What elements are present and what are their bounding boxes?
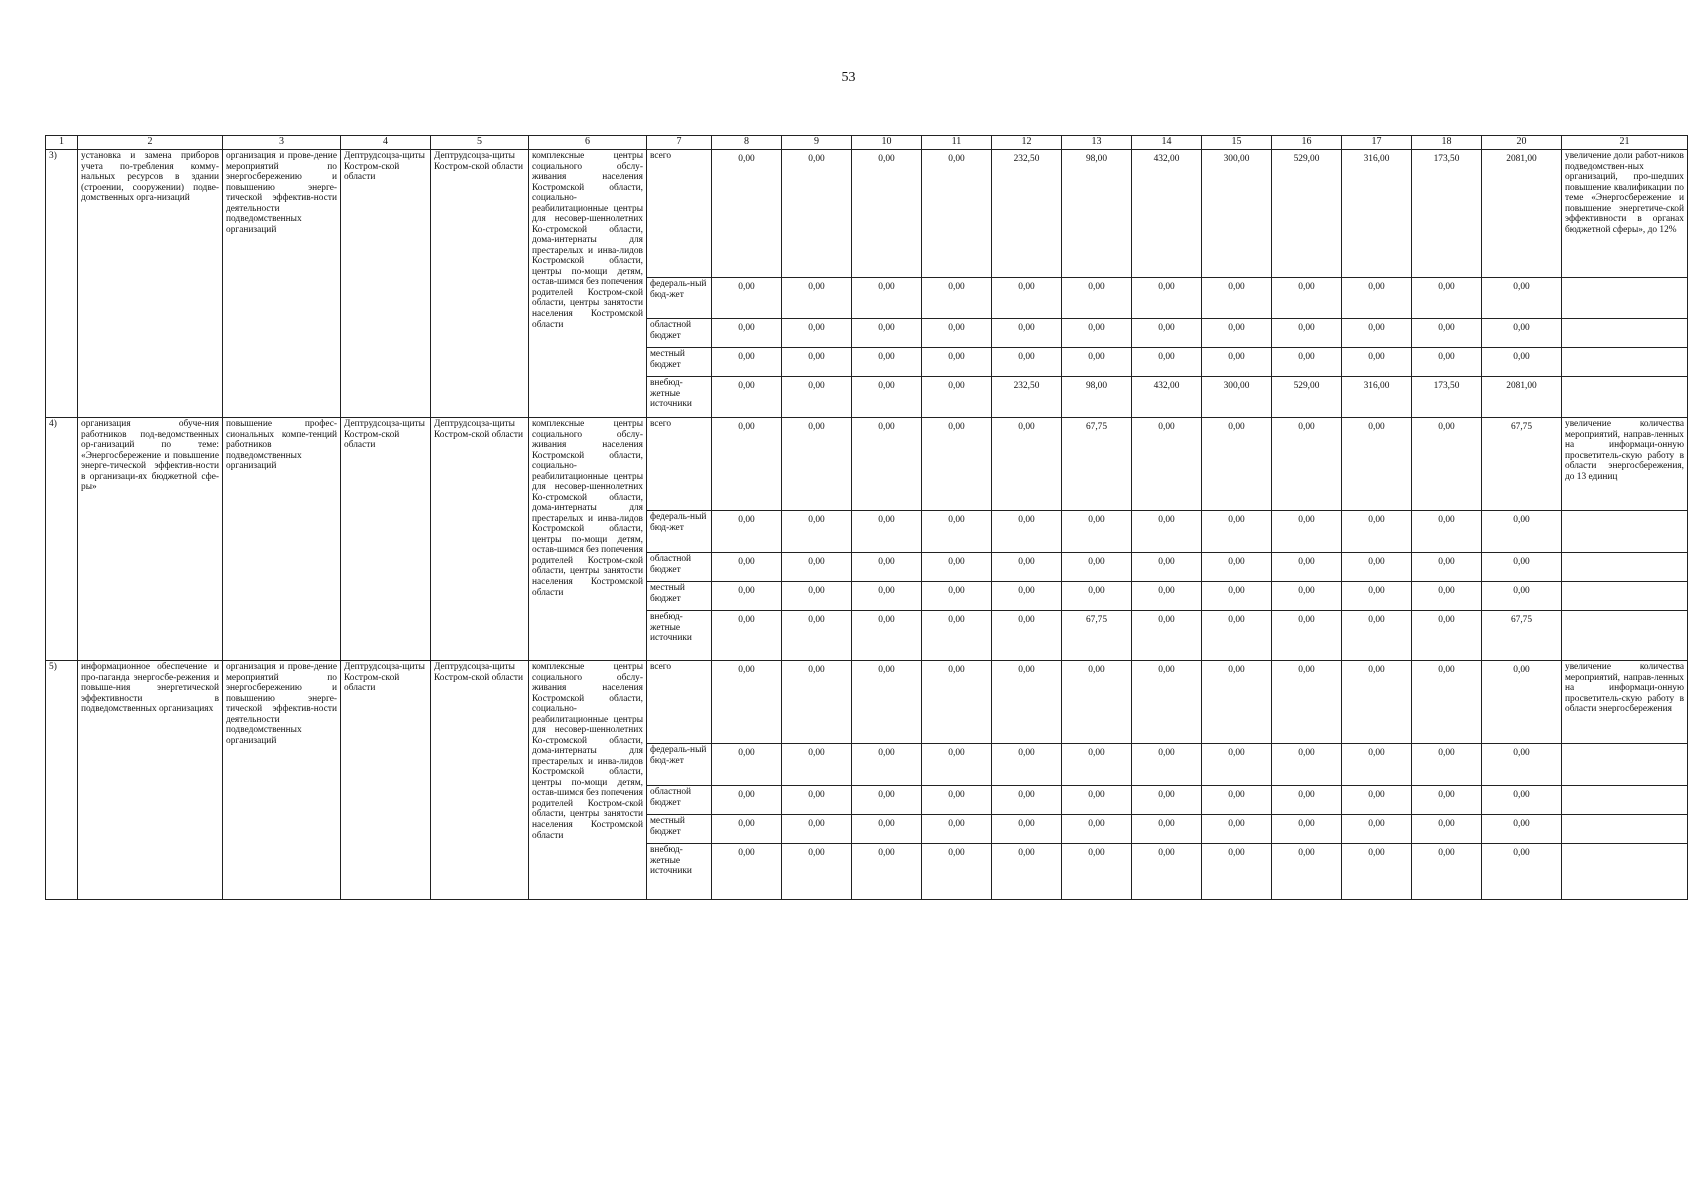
value-cell: 0,00 bbox=[852, 744, 922, 786]
funding-source-cell: местный бюджет bbox=[647, 582, 712, 611]
column-number: 15 bbox=[1202, 136, 1272, 150]
column-number: 5 bbox=[431, 136, 529, 150]
value-cell: 0,00 bbox=[782, 319, 852, 348]
value-cell: 0,00 bbox=[1062, 815, 1132, 844]
value-cell: 67,75 bbox=[1062, 418, 1132, 511]
value-cell: 0,00 bbox=[992, 278, 1062, 319]
funding-source-cell: местный бюджет bbox=[647, 815, 712, 844]
value-cell: 0,00 bbox=[1412, 786, 1482, 815]
value-cell: 0,00 bbox=[922, 582, 992, 611]
value-cell: 0,00 bbox=[1482, 786, 1562, 815]
funding-source-cell: всего bbox=[647, 150, 712, 278]
value-cell: 0,00 bbox=[782, 582, 852, 611]
result-cell-empty bbox=[1562, 319, 1688, 348]
value-cell: 0,00 bbox=[1342, 611, 1412, 661]
value-cell: 0,00 bbox=[1482, 582, 1562, 611]
event-cell: повышение профес-сиональных компе-тенций работников подведомственных организаций bbox=[223, 418, 341, 661]
value-cell: 0,00 bbox=[1062, 511, 1132, 553]
value-cell: 432,00 bbox=[1132, 150, 1202, 278]
value-cell: 0,00 bbox=[1412, 844, 1482, 900]
value-cell: 0,00 bbox=[1272, 844, 1342, 900]
value-cell: 0,00 bbox=[1132, 278, 1202, 319]
value-cell: 0,00 bbox=[1132, 815, 1202, 844]
value-cell: 0,00 bbox=[712, 319, 782, 348]
value-cell: 0,00 bbox=[712, 611, 782, 661]
executor-cell: Дептрудсоцза-щиты Костром-ской области bbox=[341, 150, 431, 418]
value-cell: 0,00 bbox=[1202, 786, 1272, 815]
value-cell: 0,00 bbox=[712, 661, 782, 744]
value-cell: 0,00 bbox=[852, 150, 922, 278]
value-cell: 0,00 bbox=[1132, 844, 1202, 900]
value-cell: 0,00 bbox=[1202, 348, 1272, 377]
value-cell: 0,00 bbox=[1412, 661, 1482, 744]
value-cell: 0,00 bbox=[1342, 661, 1412, 744]
funding-source-cell: областной бюджет bbox=[647, 553, 712, 582]
column-number: 11 bbox=[922, 136, 992, 150]
value-cell: 0,00 bbox=[922, 348, 992, 377]
value-cell: 0,00 bbox=[1342, 553, 1412, 582]
value-cell: 98,00 bbox=[1062, 150, 1132, 278]
value-cell: 0,00 bbox=[852, 661, 922, 744]
value-cell: 0,00 bbox=[1202, 582, 1272, 611]
table-row bbox=[46, 418, 1688, 511]
value-cell: 0,00 bbox=[852, 377, 922, 418]
value-cell: 0,00 bbox=[1412, 815, 1482, 844]
result-cell-empty bbox=[1562, 815, 1688, 844]
value-cell: 0,00 bbox=[852, 553, 922, 582]
result-cell: увеличение доли работ-ников подведомствен-ных организаций, про-шедших повышение квалификации по теме «Энергосбережение и повышение энергетиче-ской эффективности в органах бюджетной сферы», до 12% bbox=[1562, 150, 1688, 278]
value-cell: 0,00 bbox=[922, 377, 992, 418]
value-cell: 0,00 bbox=[992, 511, 1062, 553]
value-cell: 0,00 bbox=[992, 582, 1062, 611]
value-cell: 0,00 bbox=[712, 553, 782, 582]
column-number: 7 bbox=[647, 136, 712, 150]
value-cell: 0,00 bbox=[782, 661, 852, 744]
value-cell: 0,00 bbox=[1202, 661, 1272, 744]
value-cell: 0,00 bbox=[852, 582, 922, 611]
value-cell: 0,00 bbox=[852, 786, 922, 815]
value-cell: 0,00 bbox=[992, 661, 1062, 744]
value-cell: 0,00 bbox=[782, 844, 852, 900]
value-cell: 173,50 bbox=[1412, 150, 1482, 278]
funding-source-cell: всего bbox=[647, 661, 712, 744]
funding-source-cell: федераль-ный бюд-жет bbox=[647, 744, 712, 786]
value-cell: 0,00 bbox=[1062, 582, 1132, 611]
value-cell: 0,00 bbox=[782, 150, 852, 278]
value-cell: 0,00 bbox=[922, 150, 992, 278]
institutions-cell: комплексные центры социального обслу-живания населения Костромской области, социально-реабилитационные центры для несовер-шеннолетних Ко-стромской области, дома-интернаты для престарелых и инва-лидов Костромской области, центры по-мощи детям, остав-шимся без попечения родителей Костром-ской области, центры занятости населения Костромской области bbox=[529, 418, 647, 661]
value-cell: 0,00 bbox=[1482, 319, 1562, 348]
result-cell-empty bbox=[1562, 278, 1688, 319]
column-number: 20 bbox=[1482, 136, 1562, 150]
value-cell: 0,00 bbox=[852, 278, 922, 319]
value-cell: 0,00 bbox=[1342, 278, 1412, 319]
column-number: 14 bbox=[1132, 136, 1202, 150]
value-cell: 0,00 bbox=[1412, 582, 1482, 611]
funding-source-cell: внебюд-жетные источники bbox=[647, 844, 712, 900]
measure-cell: установка и замена приборов учета по-требления комму-нальных ресурсов в здании (строении, сооружении) подве-домственных орга-низаций bbox=[78, 150, 223, 418]
column-number: 9 bbox=[782, 136, 852, 150]
value-cell: 0,00 bbox=[852, 348, 922, 377]
value-cell: 67,75 bbox=[1482, 611, 1562, 661]
institutions-cell: комплексные центры социального обслу-живания населения Костромской области, социально-реабилитационные центры для несовер-шеннолетних Ко-стромской области, дома-интернаты для престарелых и инва-лидов Костромской области, центры по-мощи детям, остав-шимся без попечения родителей Костром-ской области, центры занятости населения Костромской области bbox=[529, 150, 647, 418]
value-cell: 2081,00 bbox=[1482, 377, 1562, 418]
value-cell: 0,00 bbox=[712, 511, 782, 553]
value-cell: 0,00 bbox=[922, 844, 992, 900]
result-cell: увеличение количества мероприятий, направ-ленных на информаци-онную просветитель-скую работу в области энергосбережения, до 13 единиц bbox=[1562, 418, 1688, 511]
funding-source-cell: федераль-ный бюд-жет bbox=[647, 278, 712, 319]
value-cell: 0,00 bbox=[1062, 553, 1132, 582]
column-number: 17 bbox=[1342, 136, 1412, 150]
value-cell: 0,00 bbox=[1272, 582, 1342, 611]
value-cell: 0,00 bbox=[1412, 744, 1482, 786]
value-cell: 0,00 bbox=[992, 319, 1062, 348]
value-cell: 0,00 bbox=[992, 815, 1062, 844]
column-number: 10 bbox=[852, 136, 922, 150]
value-cell: 0,00 bbox=[1412, 553, 1482, 582]
funding-source-cell: федераль-ный бюд-жет bbox=[647, 511, 712, 553]
value-cell: 0,00 bbox=[1412, 348, 1482, 377]
value-cell: 0,00 bbox=[1202, 815, 1272, 844]
column-number: 16 bbox=[1272, 136, 1342, 150]
result-cell-empty bbox=[1562, 582, 1688, 611]
value-cell: 0,00 bbox=[1202, 744, 1272, 786]
value-cell: 0,00 bbox=[1342, 786, 1412, 815]
value-cell: 173,50 bbox=[1412, 377, 1482, 418]
value-cell: 0,00 bbox=[1202, 553, 1272, 582]
column-number: 12 bbox=[992, 136, 1062, 150]
value-cell: 529,00 bbox=[1272, 150, 1342, 278]
value-cell: 0,00 bbox=[1272, 348, 1342, 377]
value-cell: 300,00 bbox=[1202, 150, 1272, 278]
value-cell: 0,00 bbox=[1062, 744, 1132, 786]
result-cell-empty bbox=[1562, 348, 1688, 377]
table-row bbox=[46, 661, 1688, 744]
value-cell: 2081,00 bbox=[1482, 150, 1562, 278]
value-cell: 0,00 bbox=[1342, 418, 1412, 511]
value-cell: 0,00 bbox=[992, 786, 1062, 815]
value-cell: 67,75 bbox=[1062, 611, 1132, 661]
value-cell: 0,00 bbox=[1132, 582, 1202, 611]
value-cell: 0,00 bbox=[992, 348, 1062, 377]
funding-source-cell: всего bbox=[647, 418, 712, 511]
value-cell: 316,00 bbox=[1342, 150, 1412, 278]
funding-source-cell: внебюд-жетные источники bbox=[647, 377, 712, 418]
value-cell: 0,00 bbox=[1202, 511, 1272, 553]
value-cell: 0,00 bbox=[1412, 511, 1482, 553]
value-cell: 316,00 bbox=[1342, 377, 1412, 418]
value-cell: 0,00 bbox=[922, 511, 992, 553]
recipient-cell: Дептрудсоцза-щиты Костром-ской области bbox=[431, 661, 529, 900]
event-cell: организация и прове-дение мероприятий по энергосбережению и повышению энерге-тической эффектив-ности деятельности подведомственных организаций bbox=[223, 150, 341, 418]
result-cell-empty bbox=[1562, 844, 1688, 900]
value-cell: 0,00 bbox=[712, 844, 782, 900]
value-cell: 0,00 bbox=[1272, 278, 1342, 319]
event-cell: организация и прове-дение мероприятий по энергосбережению и повышению энерге-тической эффектив-ности деятельности подведомственных организаций bbox=[223, 661, 341, 900]
table-body bbox=[46, 150, 1688, 900]
value-cell: 0,00 bbox=[782, 786, 852, 815]
value-cell: 0,00 bbox=[1482, 661, 1562, 744]
value-cell: 0,00 bbox=[1132, 348, 1202, 377]
value-cell: 0,00 bbox=[922, 611, 992, 661]
value-cell: 0,00 bbox=[1342, 511, 1412, 553]
value-cell: 0,00 bbox=[1412, 418, 1482, 511]
result-cell-empty bbox=[1562, 611, 1688, 661]
value-cell: 98,00 bbox=[1062, 377, 1132, 418]
value-cell: 0,00 bbox=[782, 377, 852, 418]
value-cell: 0,00 bbox=[1132, 553, 1202, 582]
recipient-cell: Дептрудсоцза-щиты Костром-ской области bbox=[431, 150, 529, 418]
result-cell-empty bbox=[1562, 744, 1688, 786]
value-cell: 0,00 bbox=[922, 553, 992, 582]
value-cell: 0,00 bbox=[1202, 418, 1272, 511]
value-cell: 0,00 bbox=[782, 348, 852, 377]
value-cell: 0,00 bbox=[1062, 348, 1132, 377]
value-cell: 0,00 bbox=[782, 611, 852, 661]
value-cell: 0,00 bbox=[1272, 553, 1342, 582]
value-cell: 0,00 bbox=[782, 815, 852, 844]
column-number: 3 bbox=[223, 136, 341, 150]
executor-cell: Дептрудсоцза-щиты Костром-ской области bbox=[341, 661, 431, 900]
column-number: 6 bbox=[529, 136, 647, 150]
value-cell: 529,00 bbox=[1272, 377, 1342, 418]
value-cell: 0,00 bbox=[1132, 418, 1202, 511]
value-cell: 0,00 bbox=[1342, 348, 1412, 377]
value-cell: 0,00 bbox=[992, 418, 1062, 511]
value-cell: 0,00 bbox=[852, 815, 922, 844]
value-cell: 0,00 bbox=[782, 553, 852, 582]
value-cell: 0,00 bbox=[1062, 278, 1132, 319]
row-number: 4) bbox=[46, 418, 78, 661]
value-cell: 0,00 bbox=[1482, 844, 1562, 900]
value-cell: 0,00 bbox=[712, 348, 782, 377]
result-cell-empty bbox=[1562, 377, 1688, 418]
value-cell: 0,00 bbox=[1202, 611, 1272, 661]
recipient-cell: Дептрудсоцза-щиты Костром-ской области bbox=[431, 418, 529, 661]
executor-cell: Дептрудсоцза-щиты Костром-ской области bbox=[341, 418, 431, 661]
value-cell: 0,00 bbox=[782, 278, 852, 319]
value-cell: 0,00 bbox=[1132, 511, 1202, 553]
program-table bbox=[45, 135, 1688, 900]
value-cell: 0,00 bbox=[1482, 348, 1562, 377]
column-number: 4 bbox=[341, 136, 431, 150]
column-number-row bbox=[46, 136, 1688, 150]
value-cell: 0,00 bbox=[782, 511, 852, 553]
value-cell: 0,00 bbox=[1272, 744, 1342, 786]
institutions-cell: комплексные центры социального обслу-живания населения Костромской области, социально-реабилитационные центры для несовер-шеннолетних Ко-стромской области, дома-интернаты для престарелых и инва-лидов Костромской области, центры по-мощи детям, остав-шимся без попечения родителей Костром-ской области, центры занятости населения Костромской области bbox=[529, 661, 647, 900]
value-cell: 0,00 bbox=[1272, 815, 1342, 844]
column-number: 8 bbox=[712, 136, 782, 150]
funding-source-cell: местный бюджет bbox=[647, 348, 712, 377]
value-cell: 432,00 bbox=[1132, 377, 1202, 418]
funding-source-cell: внебюд-жетные источники bbox=[647, 611, 712, 661]
value-cell: 0,00 bbox=[1062, 786, 1132, 815]
value-cell: 0,00 bbox=[1342, 744, 1412, 786]
value-cell: 0,00 bbox=[1132, 611, 1202, 661]
value-cell: 0,00 bbox=[1272, 511, 1342, 553]
value-cell: 0,00 bbox=[852, 844, 922, 900]
value-cell: 0,00 bbox=[712, 418, 782, 511]
measure-cell: организация обуче-ния работников под-ведомственных ор-ганизаций по теме: «Энергосбережение и повышение энерге-тической эффектив-ности в организаци-ях бюджетной сфе-ры» bbox=[78, 418, 223, 661]
value-cell: 0,00 bbox=[1062, 319, 1132, 348]
result-cell-empty bbox=[1562, 786, 1688, 815]
value-cell: 0,00 bbox=[992, 844, 1062, 900]
value-cell: 0,00 bbox=[1202, 844, 1272, 900]
value-cell: 0,00 bbox=[1272, 611, 1342, 661]
value-cell: 0,00 bbox=[1272, 661, 1342, 744]
row-number: 5) bbox=[46, 661, 78, 900]
value-cell: 0,00 bbox=[1482, 744, 1562, 786]
value-cell: 0,00 bbox=[922, 418, 992, 511]
value-cell: 0,00 bbox=[712, 278, 782, 319]
value-cell: 0,00 bbox=[1412, 319, 1482, 348]
value-cell: 0,00 bbox=[1202, 319, 1272, 348]
value-cell: 0,00 bbox=[922, 278, 992, 319]
value-cell: 0,00 bbox=[712, 815, 782, 844]
value-cell: 0,00 bbox=[782, 744, 852, 786]
value-cell: 0,00 bbox=[1482, 553, 1562, 582]
column-number: 13 bbox=[1062, 136, 1132, 150]
value-cell: 0,00 bbox=[1412, 278, 1482, 319]
value-cell: 0,00 bbox=[992, 611, 1062, 661]
column-number: 2 bbox=[78, 136, 223, 150]
row-number: 3) bbox=[46, 150, 78, 418]
value-cell: 0,00 bbox=[1132, 319, 1202, 348]
value-cell: 0,00 bbox=[852, 511, 922, 553]
result-cell-empty bbox=[1562, 511, 1688, 553]
value-cell: 0,00 bbox=[712, 150, 782, 278]
value-cell: 0,00 bbox=[922, 319, 992, 348]
value-cell: 0,00 bbox=[1272, 319, 1342, 348]
page-number: 53 bbox=[841, 70, 856, 85]
value-cell: 0,00 bbox=[1342, 844, 1412, 900]
value-cell: 0,00 bbox=[852, 611, 922, 661]
value-cell: 0,00 bbox=[1482, 511, 1562, 553]
value-cell: 0,00 bbox=[1482, 815, 1562, 844]
value-cell: 0,00 bbox=[712, 744, 782, 786]
value-cell: 0,00 bbox=[1342, 319, 1412, 348]
value-cell: 67,75 bbox=[1482, 418, 1562, 511]
result-cell: увеличение количества мероприятий, направ-ленных на информаци-онную просветитель-скую работу в области энергосбережения bbox=[1562, 661, 1688, 744]
column-number: 18 bbox=[1412, 136, 1482, 150]
table-row bbox=[46, 150, 1688, 278]
column-number: 1 bbox=[46, 136, 78, 150]
value-cell: 0,00 bbox=[852, 418, 922, 511]
value-cell: 232,50 bbox=[992, 377, 1062, 418]
value-cell: 0,00 bbox=[1132, 661, 1202, 744]
result-cell-empty bbox=[1562, 553, 1688, 582]
value-cell: 0,00 bbox=[1272, 786, 1342, 815]
value-cell: 0,00 bbox=[1412, 611, 1482, 661]
value-cell: 0,00 bbox=[782, 418, 852, 511]
value-cell: 0,00 bbox=[852, 319, 922, 348]
value-cell: 0,00 bbox=[922, 815, 992, 844]
value-cell: 0,00 bbox=[1342, 582, 1412, 611]
value-cell: 0,00 bbox=[712, 582, 782, 611]
value-cell: 0,00 bbox=[1272, 418, 1342, 511]
value-cell: 0,00 bbox=[1132, 744, 1202, 786]
value-cell: 0,00 bbox=[922, 661, 992, 744]
value-cell: 232,50 bbox=[992, 150, 1062, 278]
value-cell: 0,00 bbox=[1062, 661, 1132, 744]
value-cell: 0,00 bbox=[712, 786, 782, 815]
column-number: 21 bbox=[1562, 136, 1688, 150]
value-cell: 0,00 bbox=[1202, 278, 1272, 319]
value-cell: 0,00 bbox=[1132, 786, 1202, 815]
value-cell: 0,00 bbox=[992, 553, 1062, 582]
value-cell: 0,00 bbox=[922, 744, 992, 786]
value-cell: 0,00 bbox=[922, 786, 992, 815]
value-cell: 0,00 bbox=[992, 744, 1062, 786]
funding-source-cell: областной бюджет bbox=[647, 319, 712, 348]
value-cell: 0,00 bbox=[1482, 278, 1562, 319]
value-cell: 0,00 bbox=[1062, 844, 1132, 900]
value-cell: 0,00 bbox=[712, 377, 782, 418]
measure-cell: информационное обеспечение и про-паганда энергосбе-режения и повыше-ния энергетической эффективности в подведомственных организациях bbox=[78, 661, 223, 900]
funding-source-cell: областной бюджет bbox=[647, 786, 712, 815]
value-cell: 300,00 bbox=[1202, 377, 1272, 418]
value-cell: 0,00 bbox=[1342, 815, 1412, 844]
